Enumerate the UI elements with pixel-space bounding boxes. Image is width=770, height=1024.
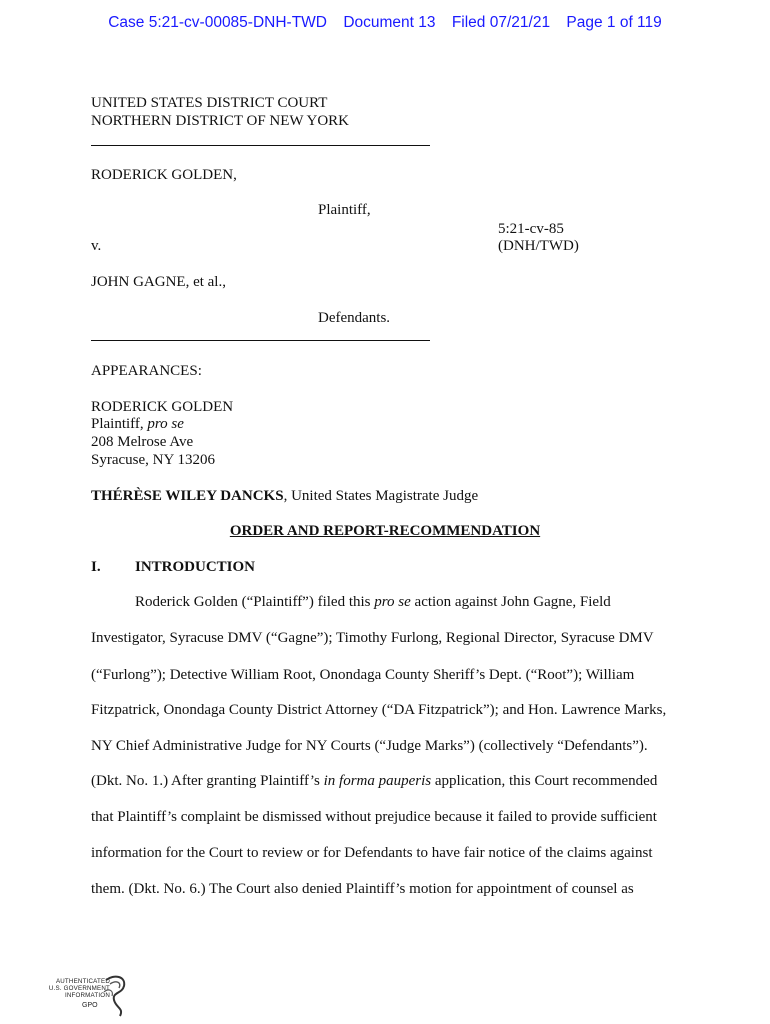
appearance-role-italic: pro se: [147, 416, 184, 432]
body-line-4: Fitzpatrick, Onondaga County District Attorney (“DA Fitzpatrick”); and Hon. Lawrence Marks,: [91, 702, 667, 718]
defendant-name: JOHN GAGNE, et al.,: [91, 274, 226, 290]
body-line-2: Investigator, Syracuse DMV (“Gagne”); Timothy Furlong, Regional Director, Syracuse DMV: [91, 630, 654, 646]
body-line-6-c: application, this Court recommended: [431, 773, 658, 789]
order-title: ORDER AND REPORT-RECOMMENDATION: [229, 523, 541, 539]
gpo-line1: AUTHENTICATED: [55, 978, 110, 985]
body-line-1: [135, 594, 611, 611]
caption-rule-bottom: [91, 340, 430, 341]
appearance-address2: Syracuse, NY 13206: [91, 452, 216, 468]
appearances-heading: APPEARANCES:: [91, 363, 202, 379]
case-number-line1: 5:21-cv-85: [498, 221, 564, 237]
filed-date-stamp: Filed 07/21/21: [451, 14, 551, 31]
court-name-line2: NORTHERN DISTRICT OF NEW YORK: [91, 113, 349, 129]
section-title: INTRODUCTION: [135, 559, 256, 575]
body-line-1-a: Roderick Golden (“Plaintiff”) filed this: [135, 594, 375, 610]
judge-name: THÉRÈSE WILEY DANCKS: [91, 488, 284, 504]
body-line-5: NY Chief Administrative Judge for NY Courts (“Judge Marks”) (collectively “Defendants”).: [91, 738, 648, 754]
appearance-name: RODERICK GOLDEN: [91, 399, 234, 415]
section-number: I.: [91, 559, 101, 575]
plaintiff-name: RODERICK GOLDEN,: [91, 167, 237, 183]
gpo-label: GPO: [82, 1002, 98, 1009]
body-line-6: [91, 773, 657, 790]
eagle-icon: [102, 974, 130, 1018]
body-line-9: them. (Dkt. No. 6.) The Court also denied Plaintiff’s motion for appointment of counsel as: [91, 881, 634, 897]
body-line-7: that Plaintiff’s complaint be dismissed without prejudice because it failed to provide sufficient: [91, 809, 657, 825]
gpo-badge-text: [44, 978, 110, 999]
judge-line: [91, 487, 478, 505]
gpo-authentication-badge: [44, 974, 134, 1018]
appearance-role-text: Plaintiff,: [91, 416, 148, 432]
case-number-line2: (DNH/TWD): [498, 238, 579, 254]
gpo-line3: INFORMATION: [64, 992, 110, 999]
judge-title: , United States Magistrate Judge: [283, 488, 479, 504]
gpo-line2: U.S. GOVERNMENT: [48, 985, 110, 992]
defendant-role: Defendants.: [318, 310, 391, 326]
case-number-stamp: Case 5:21-cv-00085-DNH-TWD: [108, 14, 327, 31]
body-line-8: information for the Court to review or for Defendants to have fair notice of the claims against: [91, 845, 653, 861]
plaintiff-role: Plaintiff,: [318, 202, 371, 218]
body-line-3: (“Furlong”); Detective William Root, Onondaga County Sheriff’s Dept. (“Root”); William: [91, 667, 635, 683]
body-line-6-a: (Dkt. No. 1.) After granting Plaintiff’s: [91, 773, 324, 789]
document-number-stamp: Document 13: [343, 14, 436, 31]
appearance-role: [91, 415, 184, 433]
filing-stamp: [0, 14, 770, 32]
body-line-1-italic: pro se: [374, 594, 411, 610]
versus: v.: [91, 238, 102, 254]
court-name-line1: UNITED STATES DISTRICT COURT: [91, 95, 328, 111]
body-line-6-italic: in forma pauperis: [323, 773, 432, 789]
page-count-stamp: Page 1 of 119: [566, 14, 662, 31]
appearance-address1: 208 Melrose Ave: [91, 434, 194, 450]
body-line-1-c: action against John Gagne, Field: [410, 594, 611, 610]
caption-rule-top: [91, 145, 430, 146]
